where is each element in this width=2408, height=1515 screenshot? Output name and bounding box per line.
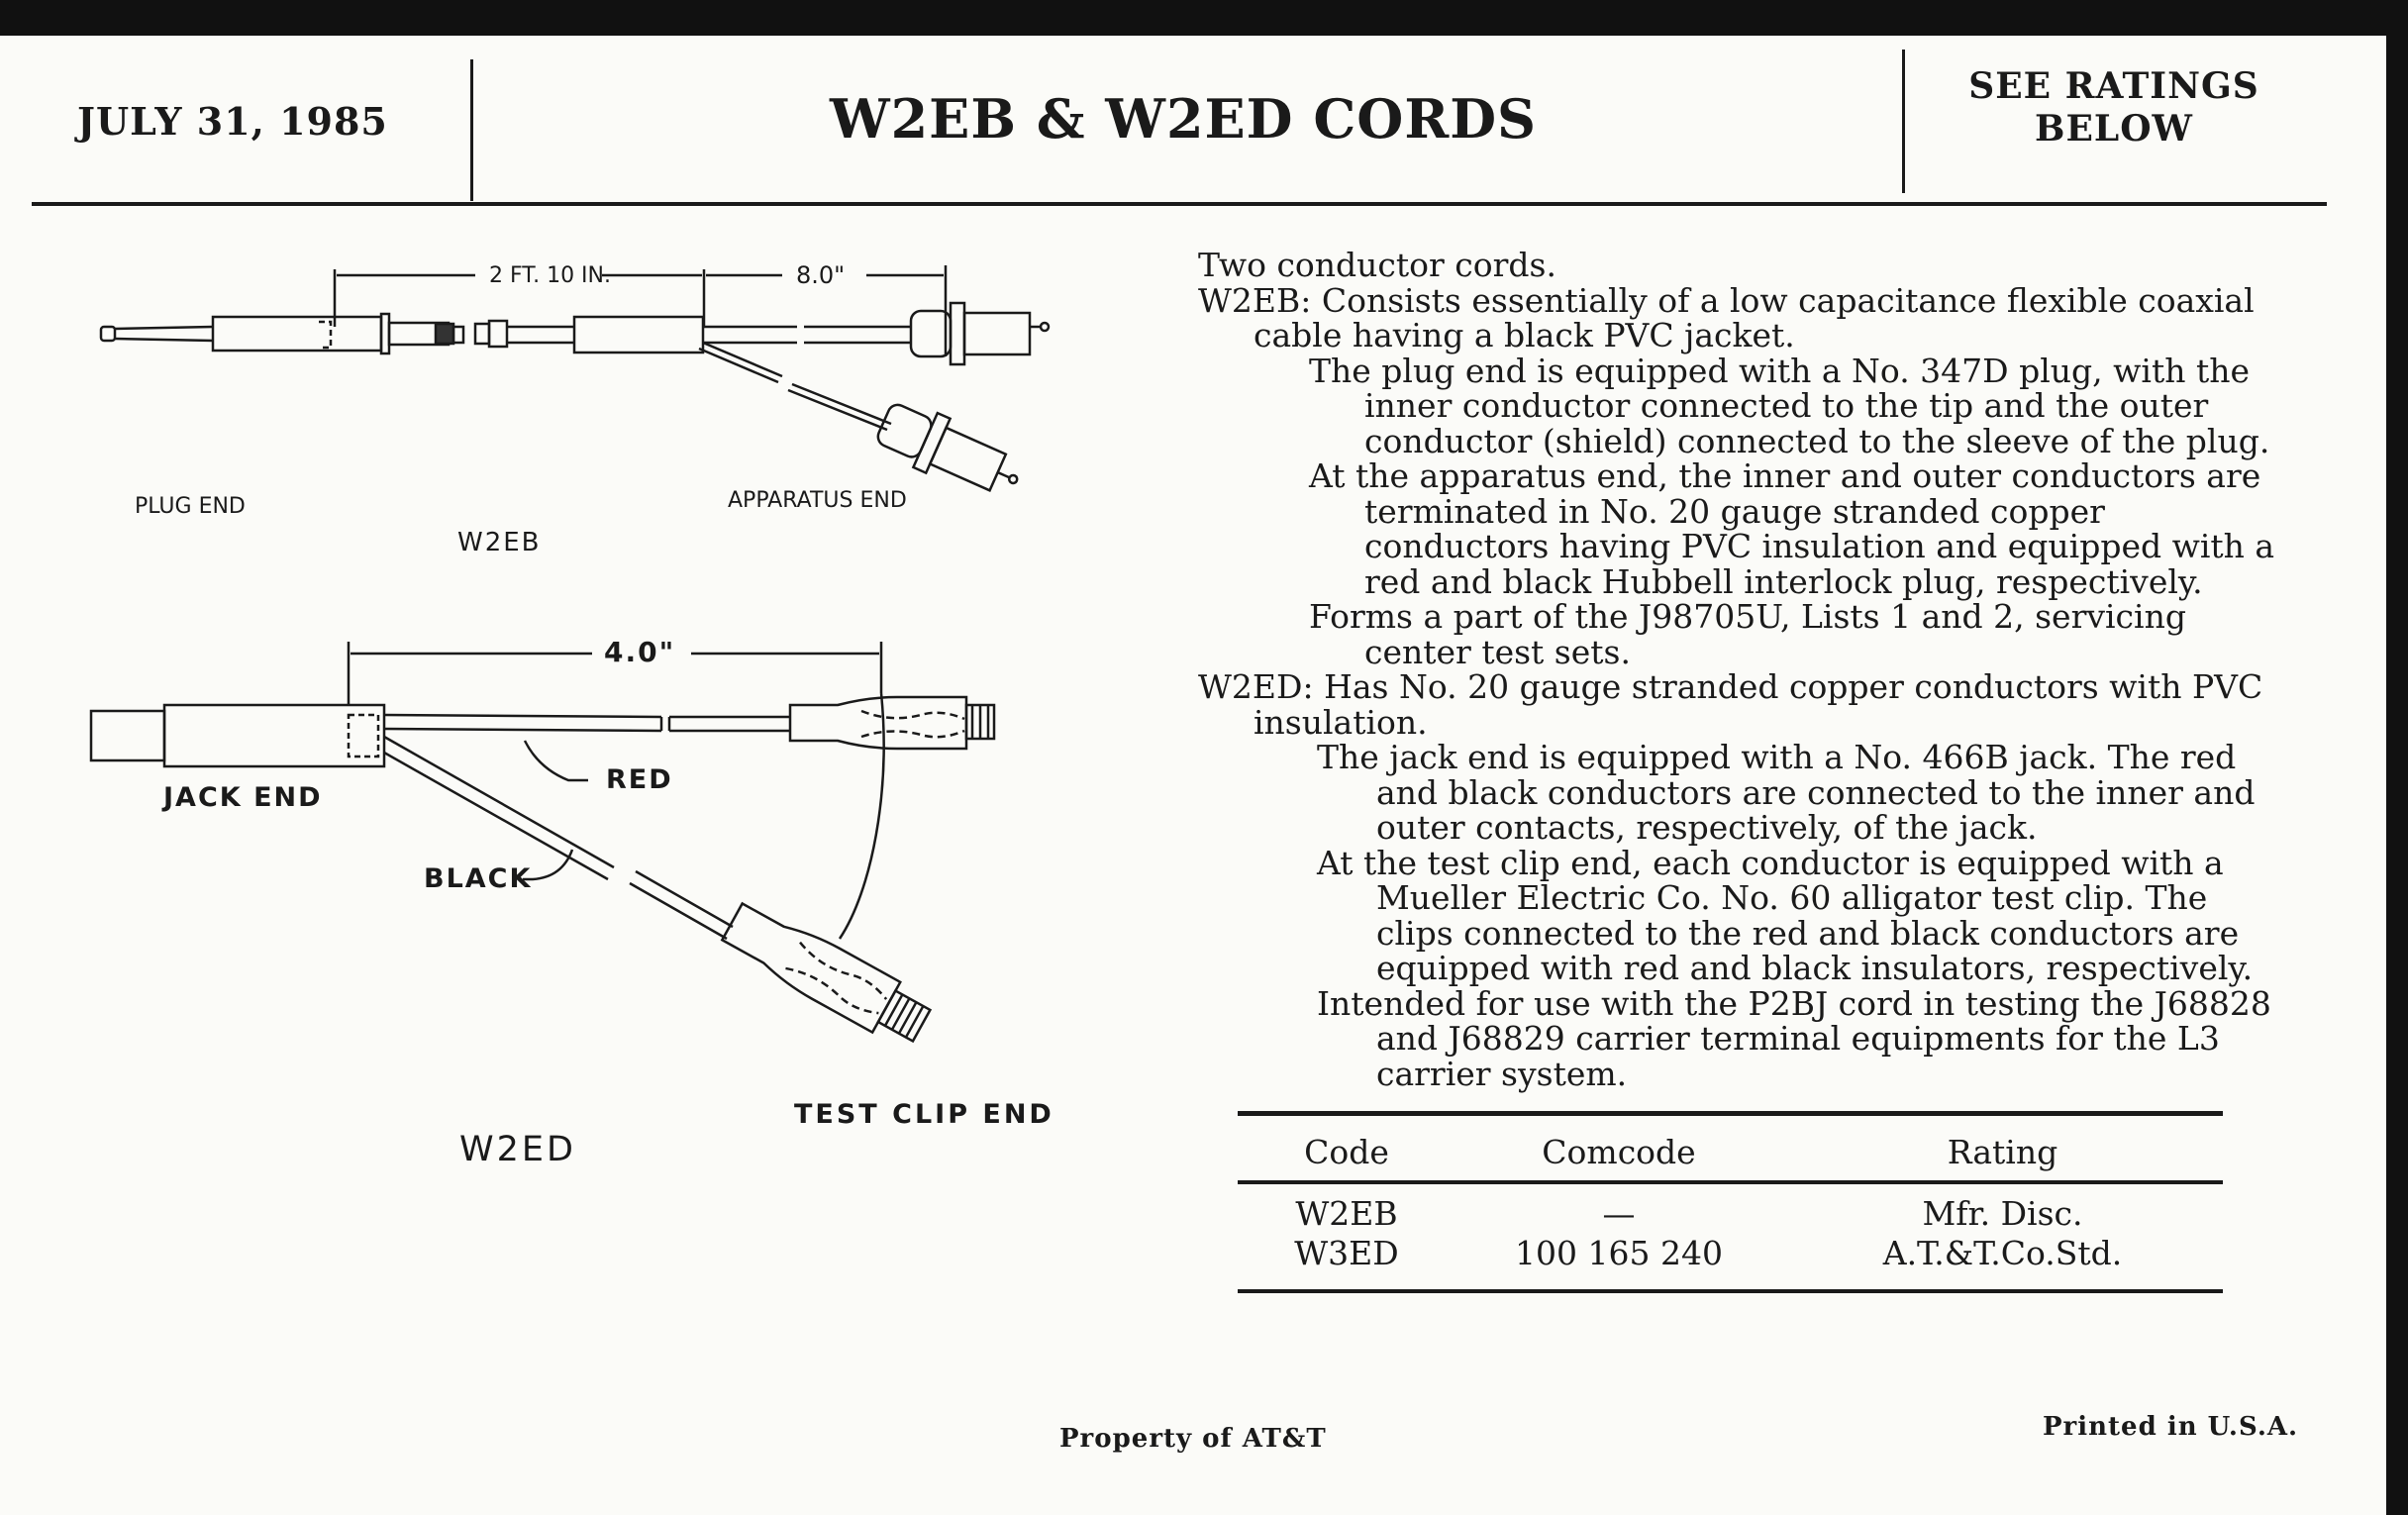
w2eb-paragraph <box>1198 280 2287 354</box>
w2ed-drawing <box>91 642 994 1052</box>
table-cell-rating: A.T.&T.Co.Std. <box>1882 1233 2123 1272</box>
ratings-note-line2: BELOW <box>2035 108 2193 150</box>
ratings-note-line1: SEE RATINGS <box>1968 65 2259 107</box>
w2ed-paragraph <box>1198 669 2287 740</box>
w2ed-term: W2ED: <box>1198 667 1314 706</box>
intro-paragraph: Two conductor cords. <box>1198 246 1556 284</box>
w2eb-drawing <box>101 265 1049 508</box>
description-text <box>1198 248 2287 1091</box>
table-cell-code: W2EB <box>1295 1193 1398 1233</box>
table-bottom-rule <box>1238 1289 2223 1293</box>
w2ed-summary: Has No. 20 gauge stranded copper conductors with PVC insulation. <box>1254 667 2263 742</box>
w2ed-dim-label: 4.0" <box>604 636 676 668</box>
w2ed-red-label: RED <box>606 764 673 795</box>
table-header-rating: Rating <box>1947 1133 2058 1171</box>
table-cell-rating: Mfr. Disc. <box>1922 1193 2083 1233</box>
w2ed-name-label: W2ED <box>459 1130 576 1169</box>
ratings-note <box>1911 65 2317 151</box>
footer-printed: Printed in U.S.A. <box>2043 1412 2299 1442</box>
w2ed-usage-paragraph: Intended for use with the P2BJ cord in testing the J68828 and J68829 carrier terminal equipments for the L3 carrier system. <box>1317 983 2271 1093</box>
table-header-code: Code <box>1304 1133 1389 1171</box>
table-cell-comcode: 100 165 240 <box>1515 1233 1723 1272</box>
table-row <box>1238 1193 2223 1233</box>
table-header-row <box>1238 1111 2223 1179</box>
w2eb-plug-end-label: PLUG END <box>135 494 246 519</box>
w2eb-dim-left: 2 FT. 10 IN. <box>489 263 611 288</box>
w2eb-dim-right: 8.0" <box>796 261 846 289</box>
w2eb-name-label: W2EB <box>457 528 542 557</box>
ratings-table <box>1238 1111 2223 1272</box>
w2ed-test-clip-end-label: TEST CLIP END <box>794 1099 1054 1130</box>
cord-diagrams <box>0 0 1188 1386</box>
w2eb-apparatus-paragraph: At the apparatus end, the inner and outer conductors are terminated in No. 20 gauge stranded copper conductors having PVC insulation and equipped with a red and black Hubbell interlock plug, respectively. <box>1309 456 2275 601</box>
w2ed-clip-paragraph: At the test clip end, each conductor is equipped with a Mueller Electric Co. No. 60 alligator test clip. The clips connected to the red and black conductors are equipped with red and black insulators, respectively. <box>1317 843 2254 987</box>
w2ed-black-label: BLACK <box>424 863 533 894</box>
document-date: JULY 31, 1985 <box>77 99 388 144</box>
w2ed-jack-paragraph: The jack end is equipped with a No. 466B jack. The red and black conductors are connected to the inner and outer contacts, respectively, of the jack. <box>1317 738 2256 847</box>
w2eb-test-set-paragraph: Forms a part of the J98705U, Lists 1 and 2, servicing center test sets. <box>1309 597 2186 671</box>
w2eb-term: W2EB: <box>1198 280 1312 320</box>
table-row <box>1238 1233 2223 1272</box>
w2eb-summary: Consists essentially of a low capacitance flexible coaxial cable having a black PVC jacket. <box>1254 280 2255 354</box>
w2eb-apparatus-end-label: APPARATUS END <box>728 488 907 513</box>
table-cell-comcode: — <box>1602 1193 1636 1233</box>
table-header-comcode: Comcode <box>1542 1133 1696 1171</box>
header-divider-right <box>1902 50 1905 193</box>
w2ed-jack-end-label: JACK END <box>163 782 323 813</box>
footer-property: Property of AT&T <box>1059 1424 1327 1454</box>
table-cell-code: W3ED <box>1294 1233 1399 1272</box>
page-title: W2EB & W2ED CORDS <box>829 87 1538 151</box>
w2eb-plug-paragraph: The plug end is equipped with a No. 347D plug, with the inner conductor connected to the tip and the outer conductor (shield) connected to the sleeve of the plug. <box>1309 351 2270 460</box>
